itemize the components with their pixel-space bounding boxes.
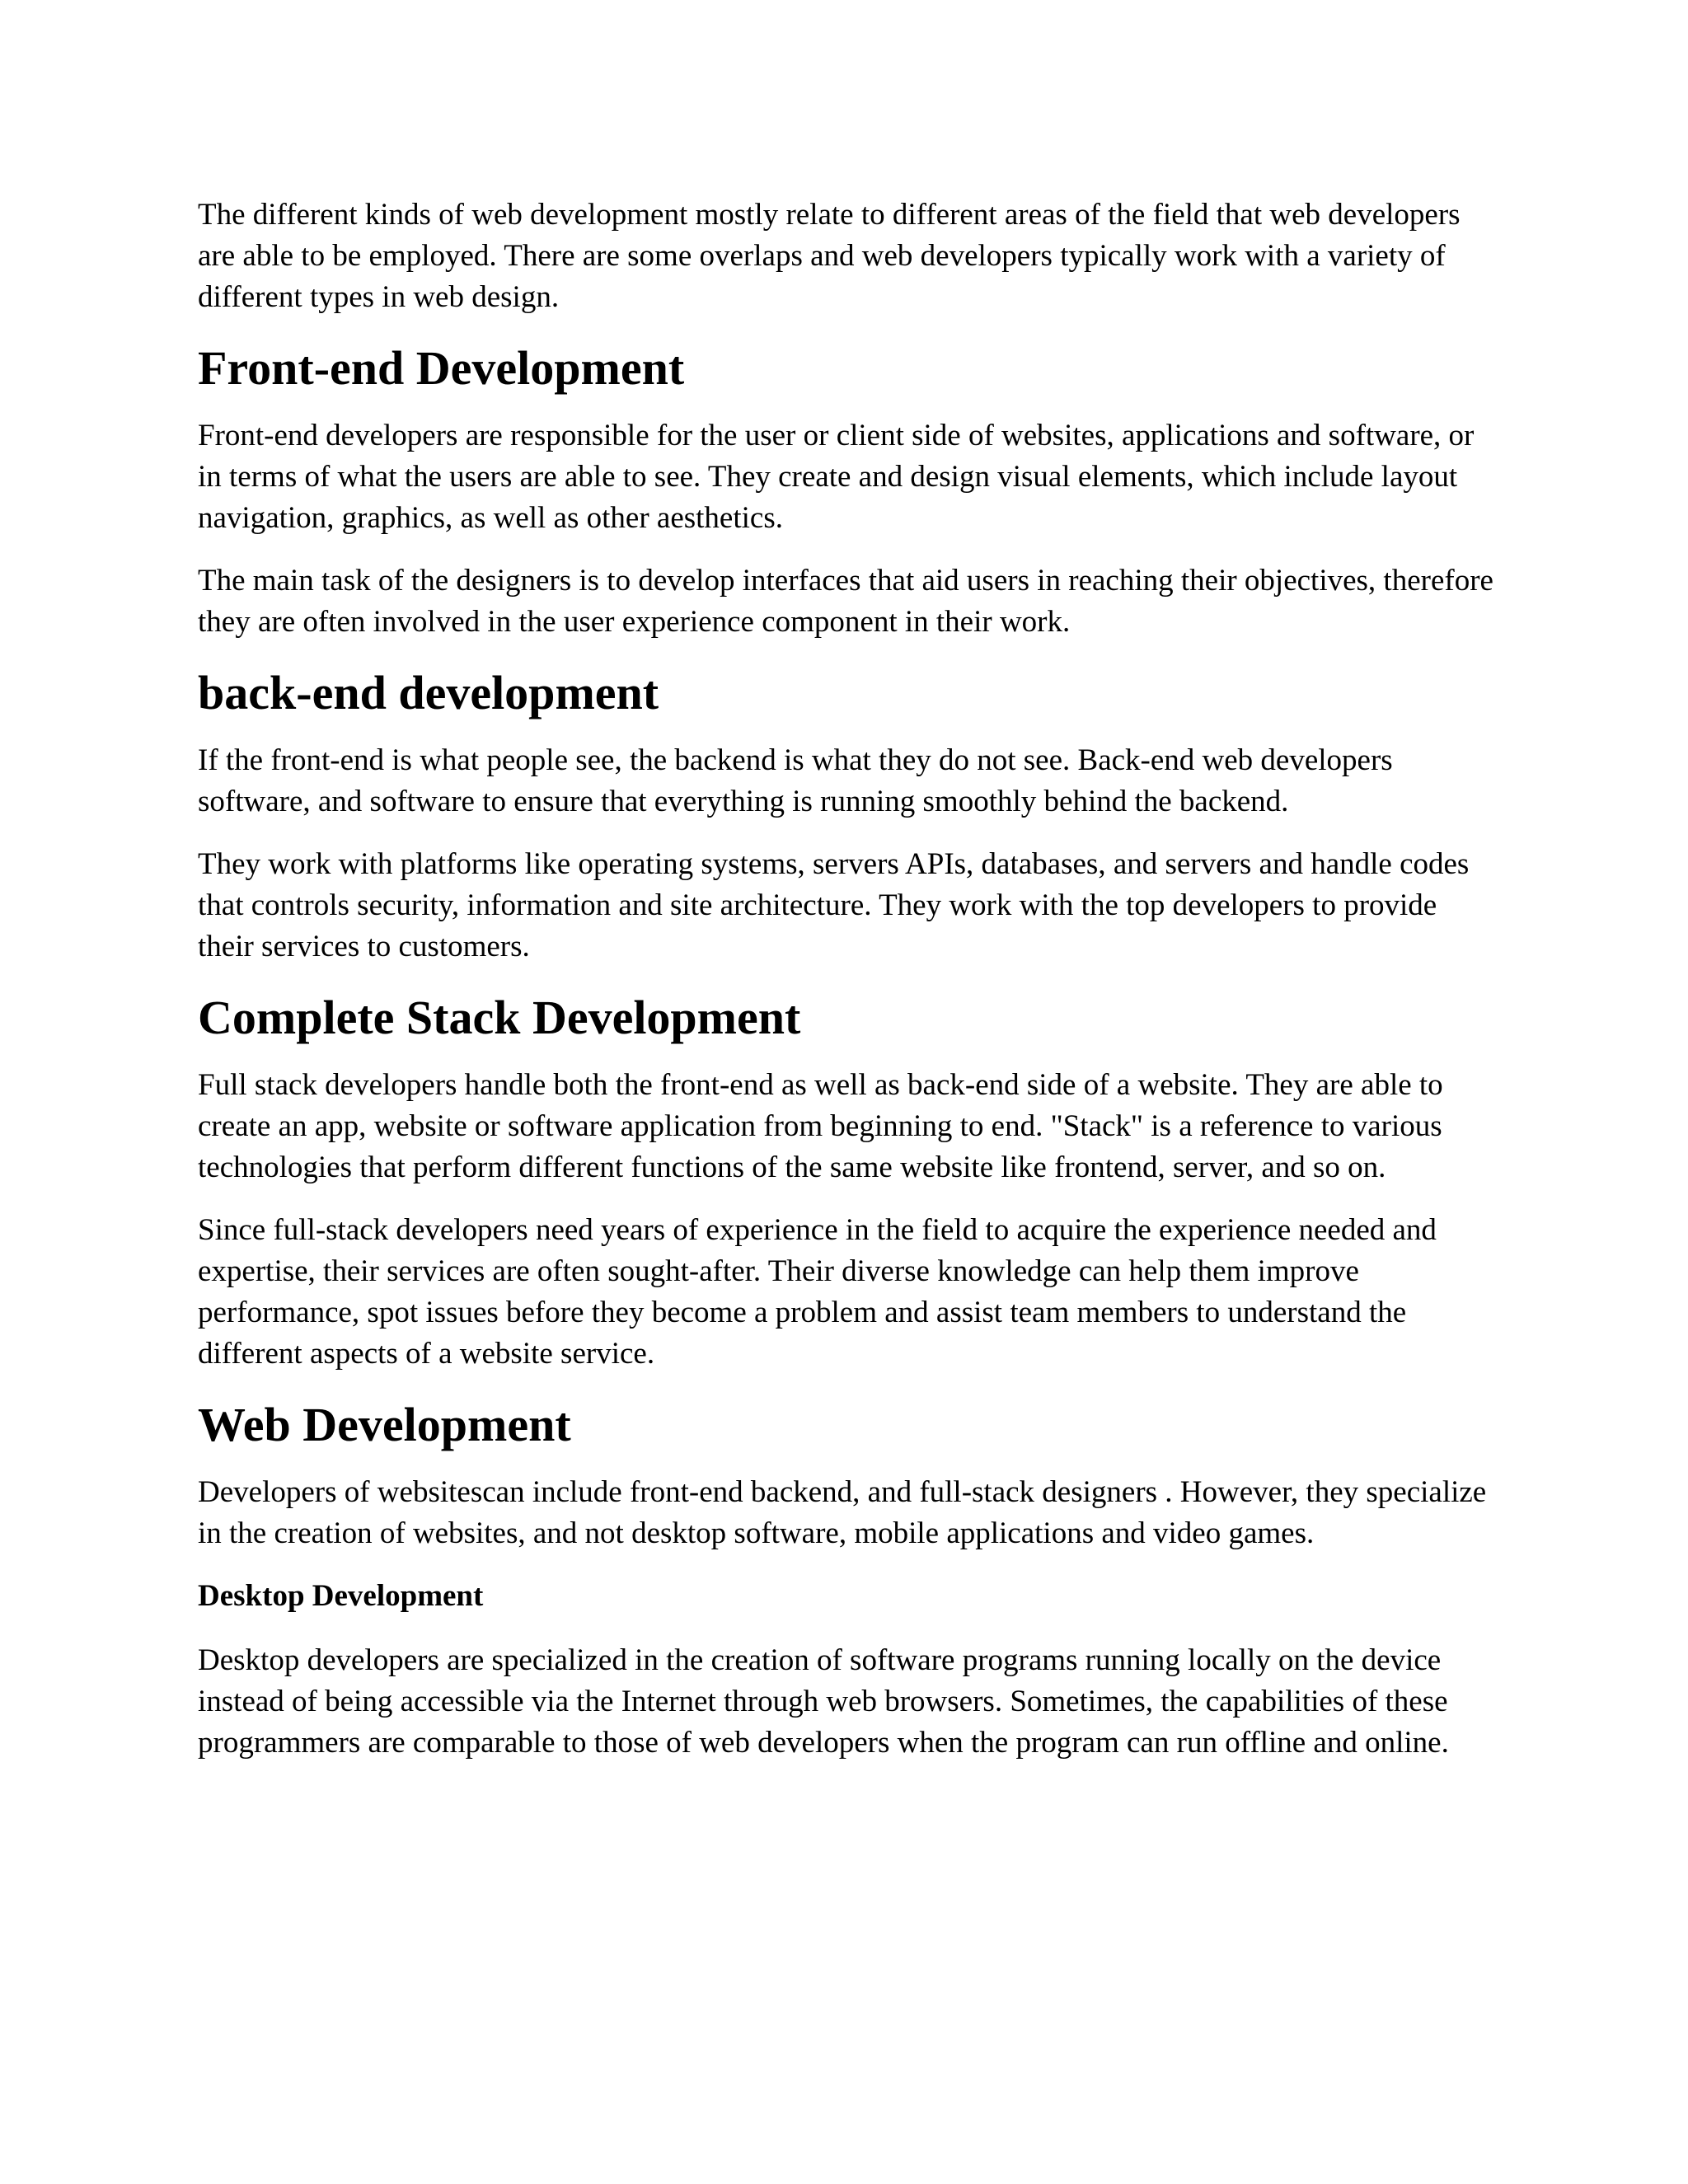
complete-stack-paragraph-2: Since full-stack developers need years of experience in the field to acquire the experience needed and expertise, their services are often sought-after. Their diverse knowledge can help them improve performance, spot issues before they become a problem and assist team members to understand the different aspects of a website service. [198, 1213, 1437, 1371]
desktop-development-paragraph: Desktop developers are specialized in the creation of software programs running locally on the device instead of being accessible via the Internet through web browsers. Sometimes, the capabilities of these programmers are comparable to those of web developers when the program can run offline and online. [198, 1643, 1449, 1760]
heading-web-development: Web Development [198, 1398, 571, 1451]
back-end-paragraph-2: They work with platforms like operating systems, servers APIs, databases, and servers and handle codes that controls security, information and site architecture. They work with the top developers to provide their services to customers. [198, 847, 1470, 963]
heading-back-end: back-end development [198, 666, 659, 719]
web-development-paragraph-1: Developers of websitescan include front-end backend, and full-stack designers . However, they specialize in the creation of websites, and not desktop software, mobile applications and video games. [198, 1475, 1487, 1550]
intro-paragraph: The different kinds of web development mostly relate to different areas of the field that web developers are able to be employed. There are some overlaps and web developers typically work with a variety of different types in web design. [198, 198, 1461, 314]
document-page [198, 194, 1500, 1785]
complete-stack-paragraph-1: Full stack developers handle both the front-end as well as back-end side of a website. They are able to create an app, website or software application from beginning to end. "Stack" is a reference to various technologies that perform different functions of the same website like frontend, server, and so on. [198, 1068, 1443, 1184]
back-end-paragraph-1: If the front-end is what people see, the backend is what they do not see. Back-end web developers software, and software to ensure that everything is running smoothly behind the backend. [198, 743, 1393, 818]
heading-front-end: Front-end Development [198, 341, 685, 395]
front-end-paragraph-2: The main task of the designers is to develop interfaces that aid users in reaching their objectives, therefore they are often involved in the user experience component in their work. [198, 564, 1493, 639]
front-end-paragraph-1: Front-end developers are responsible for the user or client side of websites, applications and software, or in terms of what the users are able to see. They create and design visual elements, which include layout navigation, graphics, as well as other aesthetics. [198, 419, 1475, 535]
heading-desktop-development: Desktop Development [198, 1579, 484, 1613]
heading-complete-stack: Complete Stack Development [198, 991, 801, 1044]
